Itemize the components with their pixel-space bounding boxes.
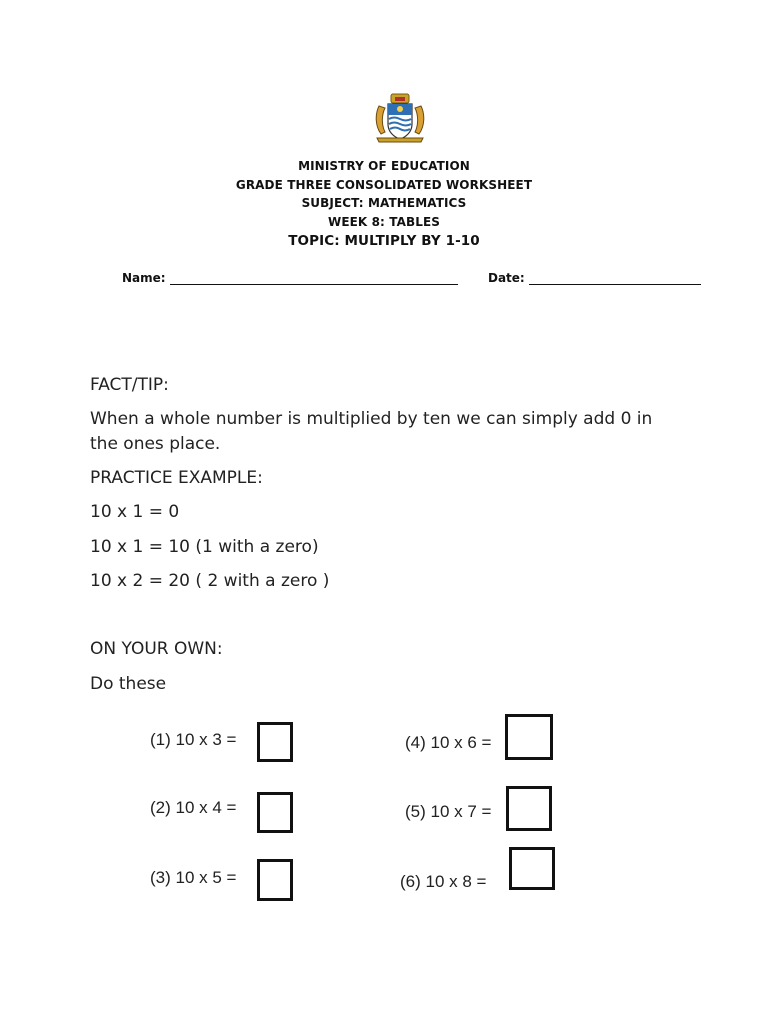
date-input-line[interactable] (529, 271, 701, 285)
problem-6: (6) 10 x 8 = (400, 872, 487, 891)
answer-box-6[interactable] (509, 847, 555, 890)
example-3: 10 x 2 = 20 ( 2 with a zero ) (90, 571, 330, 591)
answer-box-1[interactable] (257, 722, 293, 762)
answer-box-5[interactable] (506, 786, 552, 831)
date-label: Date: (488, 271, 525, 285)
fact-heading: FACT/TIP: (90, 375, 169, 395)
fact-line-1: When a whole number is multiplied by ten we can simply add 0 in (90, 409, 653, 429)
answer-box-3[interactable] (257, 859, 293, 901)
answer-box-2[interactable] (257, 792, 293, 833)
problem-1: (1) 10 x 3 = (150, 730, 237, 749)
example-2: 10 x 1 = 10 (1 with a zero) (90, 537, 319, 557)
own-heading: ON YOUR OWN: (90, 639, 223, 659)
name-field (122, 271, 458, 285)
example-1: 10 x 1 = 0 (90, 502, 180, 522)
practice-heading: PRACTICE EXAMPLE: (90, 468, 263, 488)
worksheet-title: GRADE THREE CONSOLIDATED WORKSHEET (235, 177, 533, 192)
name-input-line[interactable] (170, 271, 458, 285)
coat-of-arms-icon (371, 92, 429, 144)
date-field (488, 271, 701, 285)
do-these-text: Do these (90, 674, 167, 694)
problem-2: (2) 10 x 4 = (150, 798, 237, 817)
problem-3: (3) 10 x 5 = (150, 868, 237, 887)
problem-4: (4) 10 x 6 = (405, 733, 492, 752)
subject-title: SUBJECT: MATHEMATICS (301, 196, 467, 211)
problem-5: (5) 10 x 7 = (405, 802, 492, 821)
ministry-title: MINISTRY OF EDUCATION (298, 159, 470, 173)
week-title: WEEK 8: TABLES (327, 214, 440, 229)
fact-line-2: the ones place. (90, 434, 221, 454)
worksheet-header (0, 157, 768, 251)
answer-box-4[interactable] (505, 714, 553, 760)
topic-title: TOPIC: MULTIPLY BY 1-10 (288, 233, 480, 250)
name-label: Name: (122, 271, 166, 285)
